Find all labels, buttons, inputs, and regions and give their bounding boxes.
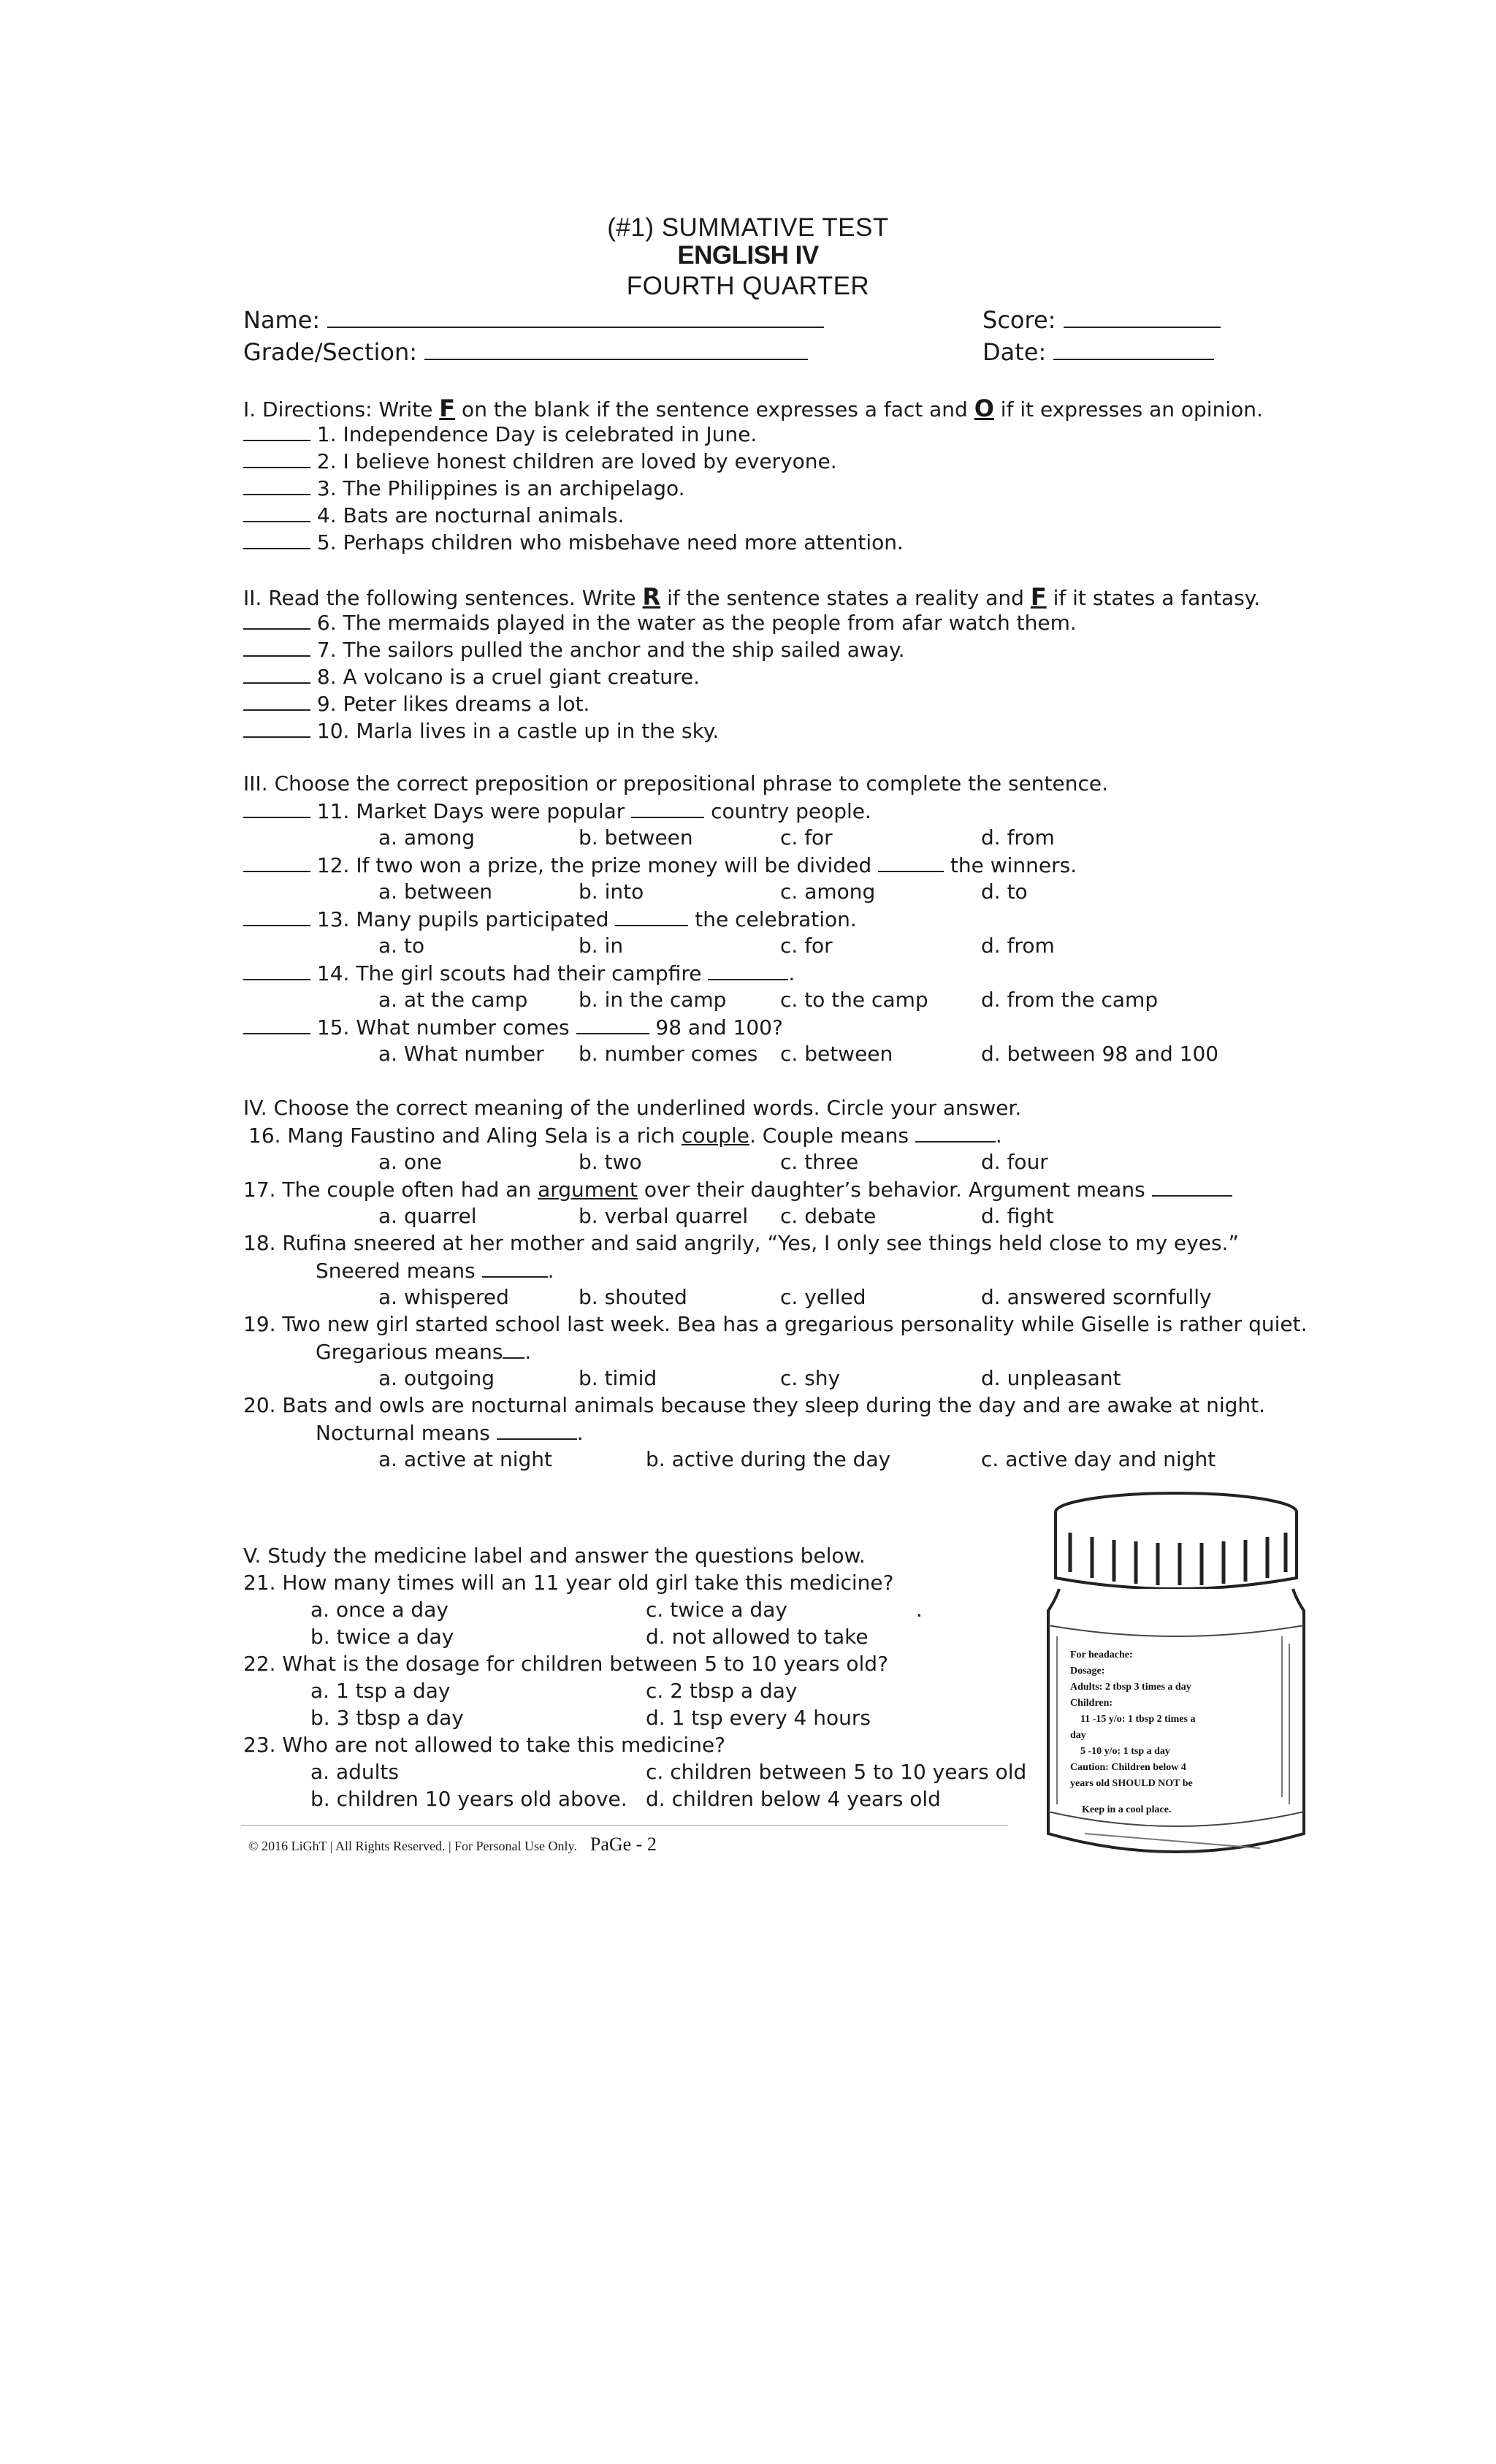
q13-option-c[interactable]: c. for bbox=[780, 934, 833, 958]
score-label: Score: bbox=[982, 305, 1056, 334]
score-field bbox=[982, 305, 1221, 334]
answer-blank[interactable] bbox=[243, 610, 310, 630]
fill-blank[interactable] bbox=[503, 1339, 524, 1359]
footer-divider bbox=[241, 1825, 1008, 1826]
question-4: 4. Bats are nocturnal animals. bbox=[243, 503, 625, 527]
subject-title: ENGLISH IV bbox=[677, 241, 819, 270]
fill-blank[interactable] bbox=[878, 853, 944, 872]
q18-option-d[interactable]: d. answered scornfully bbox=[981, 1285, 1212, 1309]
q16-option-b[interactable]: b. two bbox=[579, 1150, 642, 1174]
part1-directions: I. Directions: Write F on the blank if the sentence expresses a fact and O if it expresses an opinion. bbox=[243, 394, 1263, 422]
q18-option-b[interactable]: b. shouted bbox=[579, 1285, 687, 1309]
medicine-label: For headache: Dosage: Adults: 2 tbsp 3 times a day Children: 11 -15 y/o: 1 tbsp 2 times a day 5 -10 y/o: 1 tsp a day Caution: Children below 4 years old SHOULD NOT be Keep in a cool place. bbox=[1070, 1649, 1196, 1815]
question-5: 5. Perhaps children who misbehave need more attention. bbox=[243, 530, 904, 554]
question-18-prompt: Sneered means . bbox=[316, 1259, 554, 1284]
q12-option-d[interactable]: d. to bbox=[981, 880, 1028, 904]
answer-blank[interactable] bbox=[243, 907, 310, 926]
question-14: 14. The girl scouts had their campfire . bbox=[243, 961, 795, 985]
question-22: 22. What is the dosage for children between 5 to 10 years old? bbox=[243, 1652, 888, 1676]
q14-option-a[interactable]: a. at the camp bbox=[378, 988, 528, 1012]
question-23: 23. Who are not allowed to take this medicine? bbox=[243, 1733, 726, 1757]
name-blank[interactable] bbox=[327, 305, 824, 328]
q19-option-a[interactable]: a. outgoing bbox=[378, 1366, 495, 1390]
fill-blank[interactable] bbox=[915, 1123, 996, 1143]
q12-option-b[interactable]: b. into bbox=[579, 880, 644, 904]
question-20-prompt: Nocturnal means . bbox=[316, 1421, 584, 1446]
fill-blank[interactable] bbox=[482, 1258, 548, 1278]
q21-option-c[interactable]: c. twice a day bbox=[646, 1598, 787, 1622]
question-11: 11. Market Days were popular country people. bbox=[243, 798, 871, 823]
answer-blank[interactable] bbox=[243, 853, 310, 872]
question-19: 19. Two new girl started school last week. Bea has a gregarious personality while Giselle is rather quiet. bbox=[243, 1312, 1308, 1336]
q21-dot: . bbox=[916, 1598, 923, 1622]
q12-option-a[interactable]: a. between bbox=[378, 880, 493, 904]
q21-option-d[interactable]: d. not allowed to take bbox=[646, 1625, 869, 1649]
q18-option-c[interactable]: c. yelled bbox=[780, 1285, 866, 1309]
q20-option-b[interactable]: b. active during the day bbox=[646, 1447, 891, 1471]
grade-blank[interactable] bbox=[424, 337, 808, 360]
question-2: 2. I believe honest children are loved by everyone. bbox=[243, 449, 837, 473]
fact-letter: F bbox=[439, 394, 456, 422]
fill-blank[interactable] bbox=[576, 1015, 649, 1034]
question-16: 16. Mang Faustino and Aling Sela is a rich couple. Couple means . bbox=[248, 1124, 1002, 1148]
q13-option-d[interactable]: d. from bbox=[981, 934, 1055, 958]
q14-option-c[interactable]: c. to the camp bbox=[780, 988, 928, 1012]
q23-option-d[interactable]: d. children below 4 years old bbox=[646, 1787, 941, 1811]
answer-blank[interactable] bbox=[243, 637, 310, 657]
page-number: PaGe - 2 bbox=[589, 1834, 657, 1855]
q11-option-b[interactable]: b. between bbox=[579, 825, 693, 850]
question-10: 10. Marla lives in a castle up in the sky. bbox=[243, 718, 719, 743]
q16-option-a[interactable]: a. one bbox=[378, 1150, 443, 1174]
q17-option-c[interactable]: c. debate bbox=[780, 1204, 877, 1228]
answer-blank[interactable] bbox=[243, 530, 310, 549]
underlined-word: argument bbox=[538, 1178, 638, 1202]
question-21: 21. How many times will an 11 year old girl take this medicine? bbox=[243, 1571, 894, 1595]
fill-blank[interactable] bbox=[631, 798, 704, 818]
q23-option-b[interactable]: b. children 10 years old above. bbox=[310, 1787, 627, 1811]
q22-option-d[interactable]: d. 1 tsp every 4 hours bbox=[646, 1706, 871, 1730]
q17-option-a[interactable]: a. quarrel bbox=[378, 1204, 477, 1228]
test-title: (#1) SUMMATIVE TEST bbox=[607, 213, 889, 242]
fill-blank[interactable] bbox=[708, 961, 788, 980]
answer-blank[interactable] bbox=[243, 422, 310, 441]
q16-option-c[interactable]: c. three bbox=[780, 1150, 859, 1174]
question-7: 7. The sailors pulled the anchor and the ship sailed away. bbox=[243, 637, 904, 662]
q23-option-c[interactable]: c. children between 5 to 10 years old bbox=[646, 1760, 1027, 1784]
q22-option-c[interactable]: c. 2 tbsp a day bbox=[646, 1679, 798, 1703]
answer-blank[interactable] bbox=[243, 718, 310, 738]
question-3: 3. The Philippines is an archipelago. bbox=[243, 476, 685, 500]
name-field bbox=[243, 305, 824, 334]
q11-option-d[interactable]: d. from bbox=[981, 825, 1055, 850]
fill-blank[interactable] bbox=[615, 907, 688, 926]
fantasy-letter: F bbox=[1030, 583, 1047, 611]
q16-option-d[interactable]: d. four bbox=[981, 1150, 1048, 1174]
question-12: 12. If two won a prize, the prize money will be divided the winners. bbox=[243, 853, 1077, 877]
question-18: 18. Rufina sneered at her mother and said angrily, “Yes, I only see things held close to my eyes.” bbox=[243, 1231, 1239, 1255]
answer-blank[interactable] bbox=[243, 664, 310, 684]
question-17: 17. The couple often had an argument over their daughter’s behavior. Argument means bbox=[243, 1177, 1232, 1202]
q21-option-a[interactable]: a. once a day bbox=[310, 1598, 449, 1622]
date-field bbox=[982, 337, 1214, 366]
q21-option-b[interactable]: b. twice a day bbox=[310, 1625, 454, 1649]
question-6: 6. The mermaids played in the water as the people from afar watch them. bbox=[243, 610, 1077, 635]
footer bbox=[248, 1834, 657, 1855]
fill-blank[interactable] bbox=[1152, 1177, 1232, 1197]
q15-option-a[interactable]: a. What number bbox=[378, 1042, 544, 1066]
question-15: 15. What number comes 98 and 100? bbox=[243, 1015, 783, 1040]
medicine-jar-illustration bbox=[1041, 1490, 1311, 1870]
question-20: 20. Bats and owls are nocturnal animals because they sleep during the day and are awake at night. bbox=[243, 1393, 1266, 1417]
copyright-text: © 2016 LiGhT | All Rights Reserved. | For Personal Use Only. bbox=[248, 1839, 577, 1853]
answer-blank[interactable] bbox=[243, 449, 310, 468]
answer-blank[interactable] bbox=[243, 1015, 310, 1034]
name-label: Name: bbox=[243, 305, 321, 334]
q22-option-b[interactable]: b. 3 tbsp a day bbox=[310, 1706, 464, 1730]
question-8: 8. A volcano is a cruel giant creature. bbox=[243, 664, 700, 689]
q12-option-c[interactable]: c. among bbox=[780, 880, 876, 904]
part3-directions: III. Choose the correct preposition or prepositional phrase to complete the sentence. bbox=[243, 771, 1109, 796]
q20-option-a[interactable]: a. active at night bbox=[378, 1447, 553, 1471]
question-9: 9. Peter likes dreams a lot. bbox=[243, 691, 589, 716]
answer-blank[interactable] bbox=[243, 503, 310, 522]
fill-blank[interactable] bbox=[497, 1420, 577, 1440]
part5-directions: V. Study the medicine label and answer the questions below. bbox=[243, 1544, 866, 1568]
date-blank[interactable] bbox=[1053, 337, 1214, 360]
quarter-title: FOURTH QUARTER bbox=[626, 272, 870, 300]
underlined-word: couple bbox=[681, 1124, 749, 1148]
answer-blank[interactable] bbox=[243, 798, 310, 818]
q14-option-d[interactable]: d. from the camp bbox=[981, 988, 1159, 1012]
grade-field bbox=[243, 337, 808, 366]
grade-label: Grade/Section: bbox=[243, 337, 418, 366]
q19-option-b[interactable]: b. timid bbox=[579, 1366, 657, 1390]
score-blank[interactable] bbox=[1064, 305, 1221, 328]
q22-option-a[interactable]: a. 1 tsp a day bbox=[310, 1679, 451, 1703]
answer-blank[interactable] bbox=[243, 961, 310, 980]
answer-blank[interactable] bbox=[243, 476, 310, 495]
q14-option-b[interactable]: b. in the camp bbox=[579, 988, 727, 1012]
q19-option-d[interactable]: d. unpleasant bbox=[981, 1366, 1121, 1390]
q13-option-b[interactable]: b. in bbox=[579, 934, 624, 958]
q17-option-b[interactable]: b. verbal quarrel bbox=[579, 1204, 749, 1228]
reality-letter: R bbox=[642, 583, 661, 611]
q11-option-a[interactable]: a. among bbox=[378, 825, 476, 850]
q23-option-a[interactable]: a. adults bbox=[310, 1760, 399, 1784]
q17-option-d[interactable]: d. fight bbox=[981, 1204, 1054, 1228]
q18-option-a[interactable]: a. whispered bbox=[378, 1285, 509, 1309]
opinion-letter: O bbox=[974, 394, 994, 422]
q11-option-c[interactable]: c. for bbox=[780, 825, 833, 850]
q19-option-c[interactable]: c. shy bbox=[780, 1366, 841, 1390]
part4-directions: IV. Choose the correct meaning of the underlined words. Circle your answer. bbox=[243, 1096, 1022, 1120]
q15-option-b[interactable]: b. number comes bbox=[579, 1042, 758, 1066]
date-label: Date: bbox=[982, 337, 1047, 366]
question-19-prompt: Gregarious means . bbox=[316, 1340, 532, 1365]
q20-option-c[interactable]: c. active day and night bbox=[981, 1447, 1216, 1471]
q15-option-c[interactable]: c. between bbox=[780, 1042, 893, 1066]
q15-option-d[interactable]: d. between 98 and 100 bbox=[981, 1042, 1219, 1066]
q13-option-a[interactable]: a. to bbox=[378, 934, 425, 958]
part2-directions: II. Read the following sentences. Write R if the sentence states a reality and F if it states a fantasy. bbox=[243, 583, 1261, 611]
question-13: 13. Many pupils participated the celebration. bbox=[243, 907, 857, 931]
question-1: 1. Independence Day is celebrated in June. bbox=[243, 422, 757, 446]
answer-blank[interactable] bbox=[243, 691, 310, 711]
